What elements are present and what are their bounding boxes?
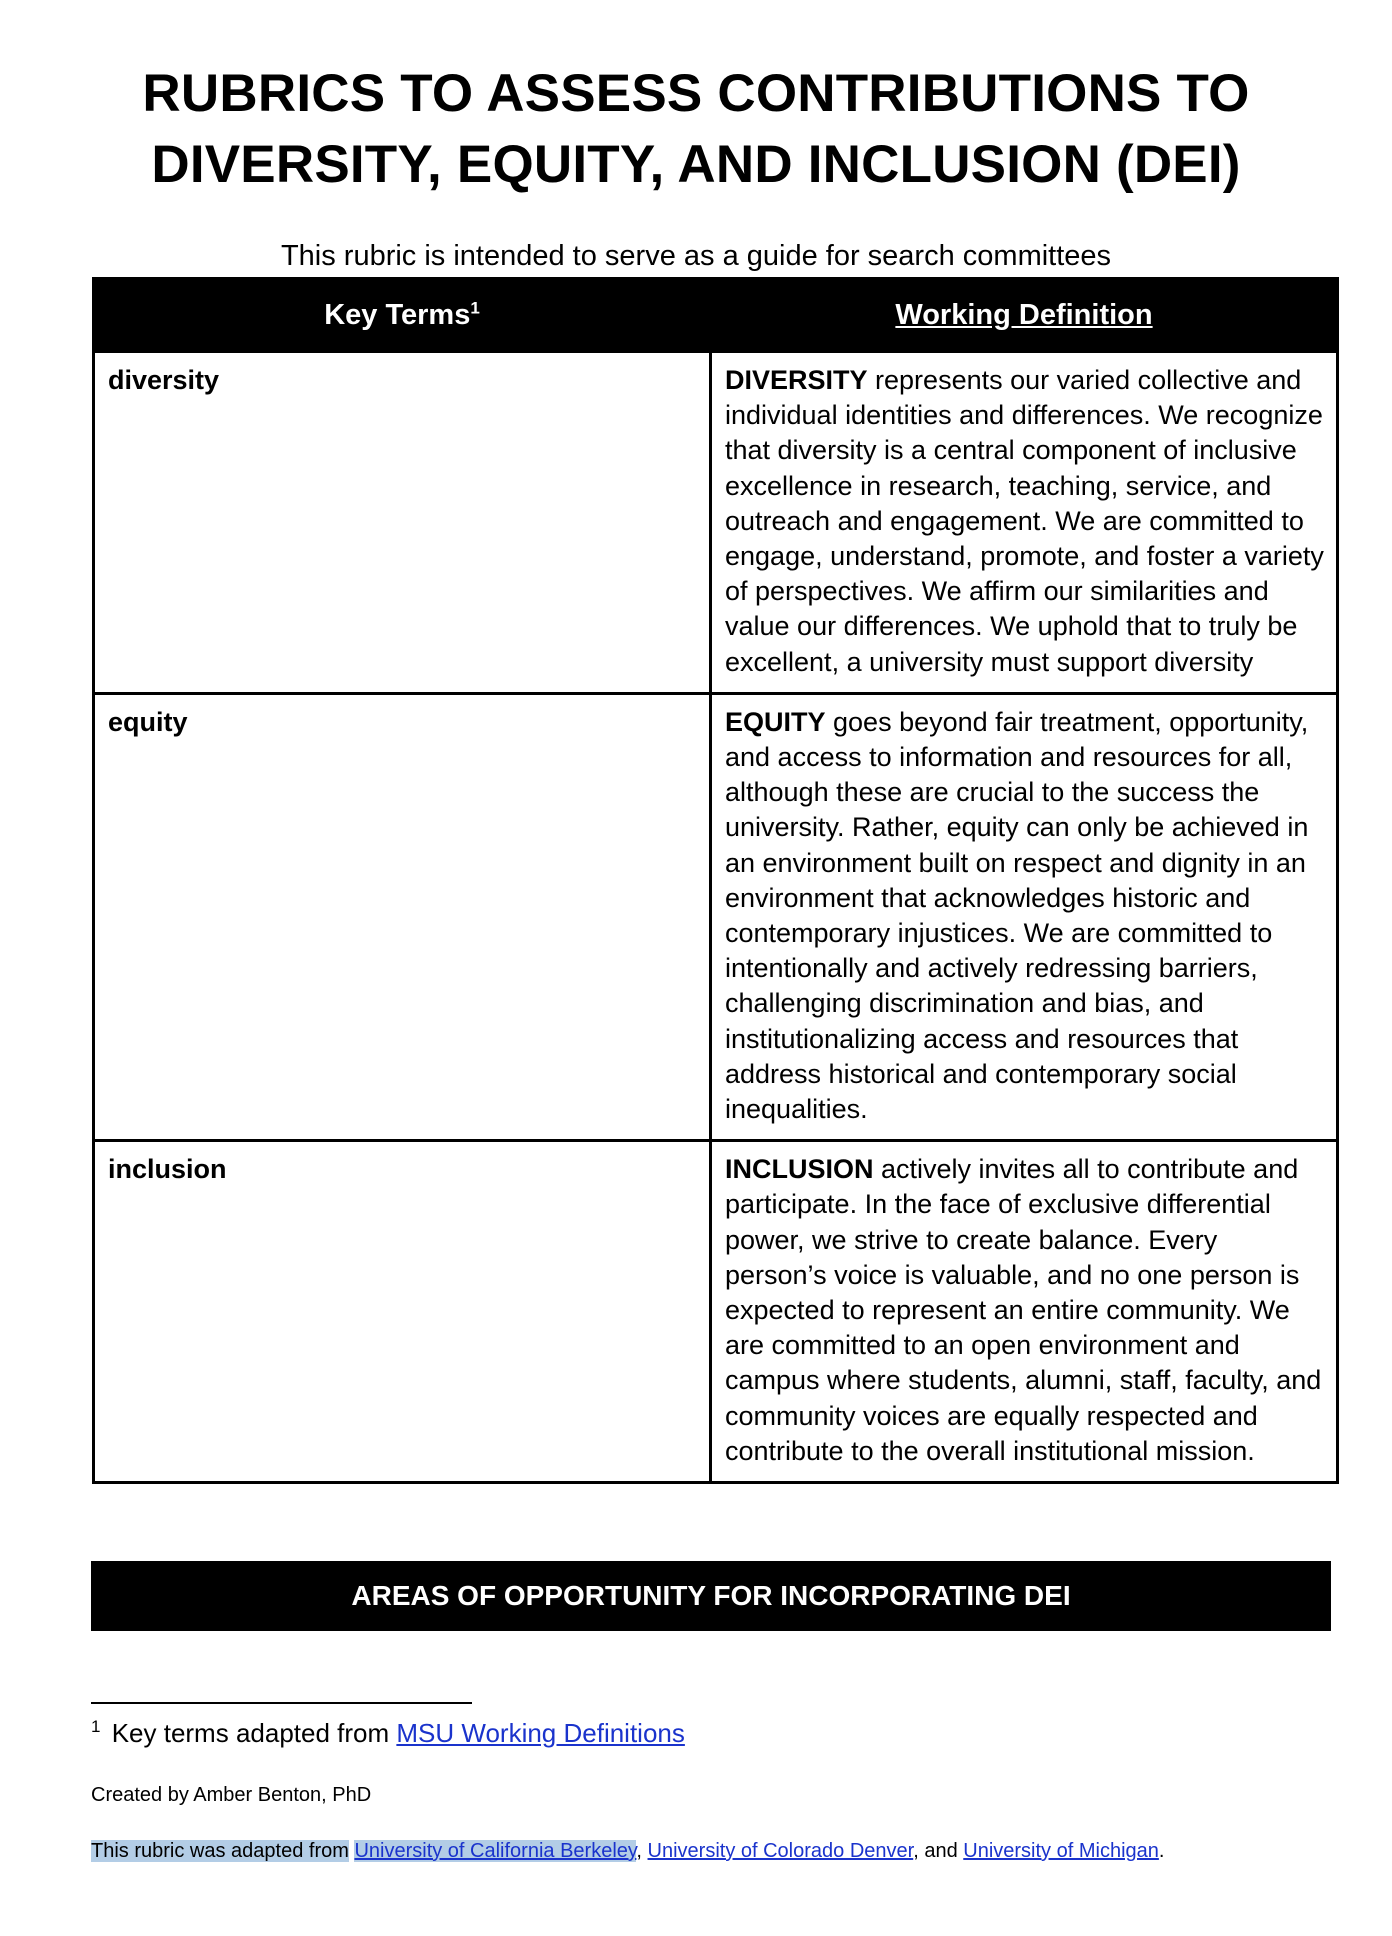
footnote-divider xyxy=(91,1702,472,1704)
header-working-definition-label: Working Definition xyxy=(895,298,1153,331)
header-key-terms xyxy=(94,279,711,352)
title-line-1: RUBRICS TO ASSESS CONTRIBUTIONS TO xyxy=(142,64,1250,123)
table-row xyxy=(94,352,1338,694)
definition-body: actively invites all to contribute and participate. In the face of exclusive differential power, we strive to create balance. Every person’s voice is valuable, and no one person is expected to represent an entire community. We are committed to an open environment and campus where students, alumni, staff, faculty, and community voices are equally respected and contribute to the overall institutional mission. xyxy=(725,1154,1322,1466)
adapted-from xyxy=(91,1838,1164,1864)
title-line-2: DIVERSITY, EQUITY, AND INCLUSION (DEI) xyxy=(151,135,1241,194)
footnote-text: Key terms adapted from xyxy=(104,1718,397,1748)
umich-link[interactable]: University of Michigan xyxy=(963,1840,1159,1862)
adapted-separator: , xyxy=(636,1840,648,1862)
definition-equity xyxy=(711,693,1338,1140)
msu-working-definitions-link[interactable]: MSU Working Definitions xyxy=(396,1718,685,1748)
header-footnote-marker: 1 xyxy=(470,297,480,317)
adapted-end: . xyxy=(1158,1840,1165,1862)
definition-lead: DIVERSITY xyxy=(725,365,868,395)
page-title xyxy=(0,58,1392,200)
definition-body: represents our varied collective and individual identities and differences. We recognize that diversity is a central component of inclusive excellence in research, teaching, service, and outreach and engagement. We are committed to engage, understand, promote, and foster a variety of perspectives. We affirm our similarities and value our differences. We uphold that to truly be excellent, a university must support diversity xyxy=(725,365,1324,677)
adapted-prefix: This rubric was adapted from xyxy=(91,1840,349,1862)
definition-diversity xyxy=(711,352,1338,694)
subtitle: This rubric is intended to serve as a guide for search committees xyxy=(280,240,1112,272)
footnote xyxy=(91,1716,685,1750)
definition-lead: EQUITY xyxy=(725,706,826,737)
definition-body: goes beyond fair treatment, opportunity, and access to information and resources for all, although these are crucial to the success the university. Rather, equity can only be achieved in an environment built on respect and dignity in an environment that acknowledges historic and contemporary injustices. We are committed to intentionally and actively redressing barriers, challenging discrimination and bias, and institutionalizing access and resources that address historical and contemporary social inequalities. xyxy=(725,706,1309,1125)
cu-denver-link[interactable]: University of Colorado Denver xyxy=(647,1840,914,1862)
definition-inclusion xyxy=(711,1141,1338,1483)
table-header-row xyxy=(94,279,1338,352)
table-row xyxy=(94,1141,1338,1483)
definition-lead: INCLUSION xyxy=(725,1154,874,1185)
created-by: Created by Amber Benton, PhD xyxy=(91,1784,372,1806)
footnote-number: 1 xyxy=(91,1717,101,1737)
adapted-separator: , and xyxy=(913,1840,964,1862)
areas-of-opportunity-heading: AREAS OF OPPORTUNITY FOR INCORPORATING DEI xyxy=(91,1561,1331,1631)
table-row xyxy=(94,693,1338,1140)
uc-berkeley-link[interactable]: University of California Berkeley xyxy=(354,1840,637,1862)
term-inclusion: inclusion xyxy=(94,1141,711,1483)
term-equity: equity xyxy=(94,693,711,1140)
header-working-definition xyxy=(711,279,1338,352)
key-terms-table xyxy=(92,277,1339,1484)
header-key-terms-label: Key Terms xyxy=(324,298,471,331)
term-diversity: diversity xyxy=(94,352,711,694)
